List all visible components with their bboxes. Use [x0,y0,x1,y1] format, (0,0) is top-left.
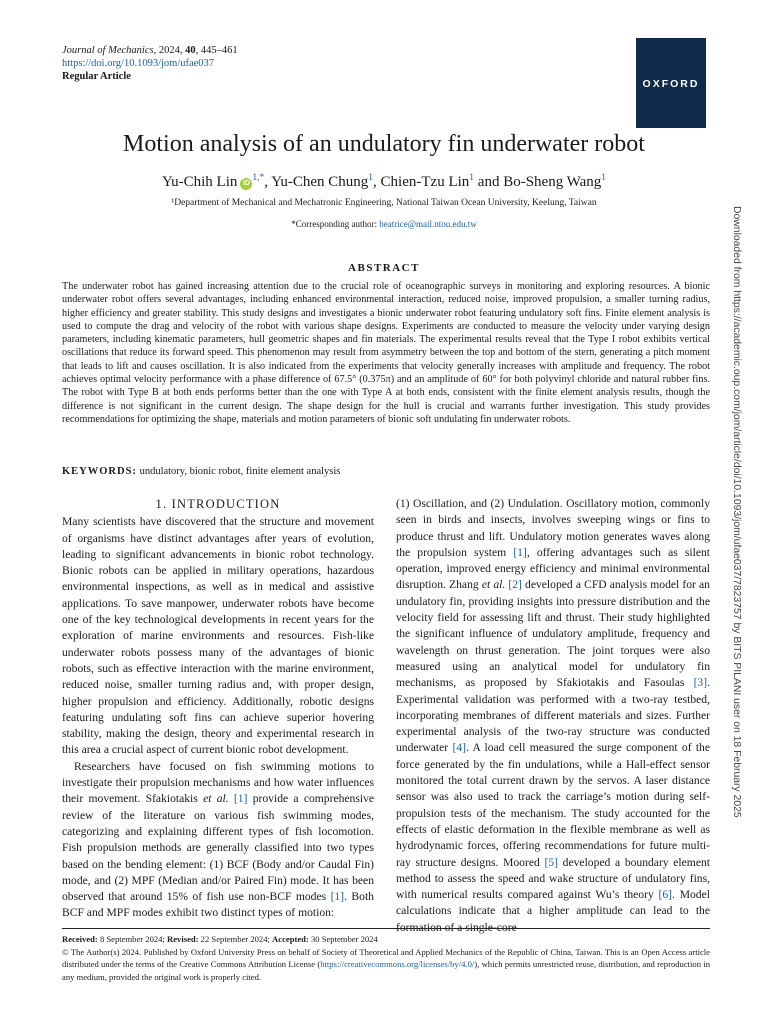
text-run: developed a boundary element method to assess the speed and wake structure of undulatory fins, with numerical results compared against Wu’s theory [396,855,710,902]
text-run: . A load cell measured the surge component of the force generated by the fin undulations, while a Hall-effect sensor monitored the total current drawn by the servos. A laser distance sensor was also used to track the carriage’s motion during self-propulsion tests of the mechanism. The study accounted for the effects of elastic deformation in the flexible membrane as well as hydrodynamic forces, offering recommendations for future multi-ray structure designs. Moored [396,741,710,869]
citation-link[interactable]: [5] [544,855,558,869]
author-name[interactable]: Yu-Chih Lin [161,174,238,190]
date-label: Received: [62,934,98,944]
received-dates [62,933,710,946]
license-link[interactable]: https://creativecommons.org/licenses/by/4.0/ [320,959,475,969]
author-name[interactable]: Yu-Chen Chung [271,174,369,190]
date-label: Revised: [167,934,199,944]
citation-link[interactable]: [1] [233,792,248,806]
author-affiliation-mark: 1 [601,173,607,183]
intro-paragraph-1: Many scientists have discovered that the structure and movement of organisms have distinct advantages after years of evolution, leading to significant advancements in bionic robot technology. Bionic robots can be applied in military operations, hazardous environmental inspections, as well as in medical and assistive applications. To save manpower, underwater robots have become one of the key technological developments in recent years for the exploration of marine environments and resources. Fish-like underwater robots possess many of the advantages of bionic robots, such as effective interaction with the marine environment, reduced noise, smaller turning radius and, with proper design, higher propulsion and efficiency. Additionally, robotic designs featuring undulating soft fins can achieve superior hovering stability, making the design, theory and experimental research in this area a crucial aspect of current bionic robot development. [62,515,374,757]
date-value: 22 September 2024; [198,934,273,944]
abstract-text: The underwater robot has gained increasing attention due to the crucial role of oceanographic surveys in monitoring and exploring resources. A bionic underwater robot offers several advantages, including enhanced environmental interaction, reduced noise, improved propulsion, a smaller turning radius, higher efficiency and greater stability. This study designs and investigates a bionic underwater robot featuring undulatory soft fins. Finite element analysis is used to compute the drag and velocity of the robot with various shape designs. Experiments are conducted to measure the velocity under varying design parameters, including kinematic parameters, hull geometric shapes and fin materials. The experimental results reveal that the Type I robot exhibits vertical oscillations that reduce its forward speed. This phenomenon may result from asymmetry between the top and bottom of the stern, generating a pitch moment that leads to lift and causes oscillation. It is also indicated from the experiments that velocity generally increases with amplitude and frequency. The robot achieves optimal velocity performance with a phase difference of 67.5° (0.375π) and an amplitude of 60° for both polyvinyl chloride and natural rubber fins. The robot with Type B at both ends performs better than the one with Type A at both ends, consistent with the finite element analysis results, though the difference is not significant in the current design. The shape design for the hull is crucial and warrants further investigation. This study provides recommendations for optimizing the shape, materials and motion parameters of bionic soft undulating fin underwater robots. [62,281,710,425]
footer-divider [62,928,710,929]
keywords-label: KEYWORDS: [62,466,137,477]
orcid-icon[interactable]: iD [240,178,252,190]
paper-title: Motion analysis of an undulatory fin underwater robot [123,131,645,157]
journal-citation [62,44,238,57]
text-run: developed a CFD analysis model for an undulatory fin, providing insights into pressure distribution and the velocity field for assessing lift and thrust. Their study highlighted the significant influence of undulatory amplitude, frequency and wavelength on thrust generation. The joint torques were also measured using an analytical model for undulatory fin mechanisms, as proposed by Sfakiotakis and Fasoulas [396,578,710,690]
citation-link[interactable]: [1] [513,545,527,559]
text-run: . Both BCF and MPF modes exhibit two distinct types of motion: [62,890,374,920]
affiliation: ¹Department of Mechanical and Mechatronic Engineering, National Taiwan Ocean University, Keelung, Taiwan [171,198,597,208]
corresponding-email-link[interactable]: beatrice@mail.ntou.edu.tw [379,219,477,229]
oxford-logo [636,38,706,128]
text-run: ), which permits unrestricted reuse, distribution, and reproduction in any medium, provided the original work is properly cited. [62,959,710,982]
citation-link[interactable]: [4] [452,741,466,755]
author-list: Yu-Chih Lin $iD^{1,*}$, Yu-Chen Chung$^1$, Chien-Tzu Lin$^1$ and Bo-Sheng Wang$^1$ [161,173,607,190]
author-affiliation-mark: 1 [469,173,475,183]
date-value: 8 September 2024; [97,934,168,944]
date-value: 30 September 2024 [308,934,378,944]
date-label: Accepted: [272,934,309,944]
author-name[interactable]: Bo-Sheng Wang [503,174,602,190]
right-column [396,496,710,936]
download-watermark: Downloaded from https://academic.oup.com/jom/article/doi/10.1093/jom/ufae037/7823757 by BITS PILANI user on 18 February 2025 [731,206,742,818]
corresponding-author [0,219,768,229]
citation-link[interactable]: [1] [330,890,345,904]
article-type: Regular Article [62,71,131,82]
corresponding-label: *Corresponding author: [291,219,380,229]
journal-name: Journal of Mechanics [62,45,154,56]
intro-paragraph-2 [62,759,374,922]
text-run: , offering advantages such as silent operation, improved energy efficiency and minimal environmental disruption. Zhang [396,545,710,592]
citation-link[interactable]: [6] [658,888,673,902]
citation-volume: 40 [185,45,196,56]
text-run: et al. [203,792,229,806]
left-column [62,496,374,922]
text-run: © The Author(s) 2024. Published by Oxford University Press on behalf of Society of Theoretical and Applied Mechanics of the Republic of China, Taiwan. This is an Open Access article distributed under the terms of the Creative Commons Attribution License ( [62,946,710,969]
abstract-heading: ABSTRACT [348,262,420,274]
keywords-text: undulatory, bionic robot, finite element analysis [136,466,341,477]
section-heading: 1. INTRODUCTION [155,497,281,511]
author-affiliation-mark: 1 [368,173,374,183]
text-run: . Experimental validation was performed with a two-ray testbed, incorporating membranes of different materials and sizes. Further experimental analysis of the two-ray structure was conducted underwater [396,676,710,755]
citation-link[interactable]: [3] [693,676,708,690]
intro-paragraph-3 [396,496,710,936]
text-run: (1) Oscillation, and (2) Undulation. Oscillatory motion, commonly seen in birds and insects, involves sweeping wings or fins to produce thrust and lift. Undulatory motion generates waves along the propulsion system [396,497,710,559]
citation-pages: , 445–461 [195,45,238,56]
license-notice [62,946,710,984]
doi-link[interactable]: https://doi.org/10.1093/jom/ufae037 [62,58,215,69]
author-name[interactable]: Chien-Tzu Lin [380,174,470,190]
text-run: et al. [481,578,506,592]
text-run: provide a comprehensive review of the literature on various fish swimming modes, categorizing and explaining different types of fish locomotion. Fish propulsion methods are generally classified into two types based on the bending element: (1) BCF (Body and/or Caudal Fin) mode, and (2) MPF (Median and/or Paired Fin) mode. It has been observed that around 15% of fish use non-BCF modes [62,792,375,904]
author-affiliation-mark: 1,* [252,173,265,183]
footer-notes [62,933,710,983]
citation-link[interactable]: [2] [508,578,522,592]
text-run: Researchers have focused on fish swimming motions to investigate their propulsion mechanisms and how water influences their movement. Sfakiotakis [62,759,374,806]
journal-header [62,44,238,83]
citation-year: , 2024, [153,45,186,56]
oxford-logo-text: OXFORD [642,78,700,90]
keywords [62,466,340,477]
text-run: . Model calculations indicate that a higher amplitude can lead to the formation of a single-core [396,888,710,934]
